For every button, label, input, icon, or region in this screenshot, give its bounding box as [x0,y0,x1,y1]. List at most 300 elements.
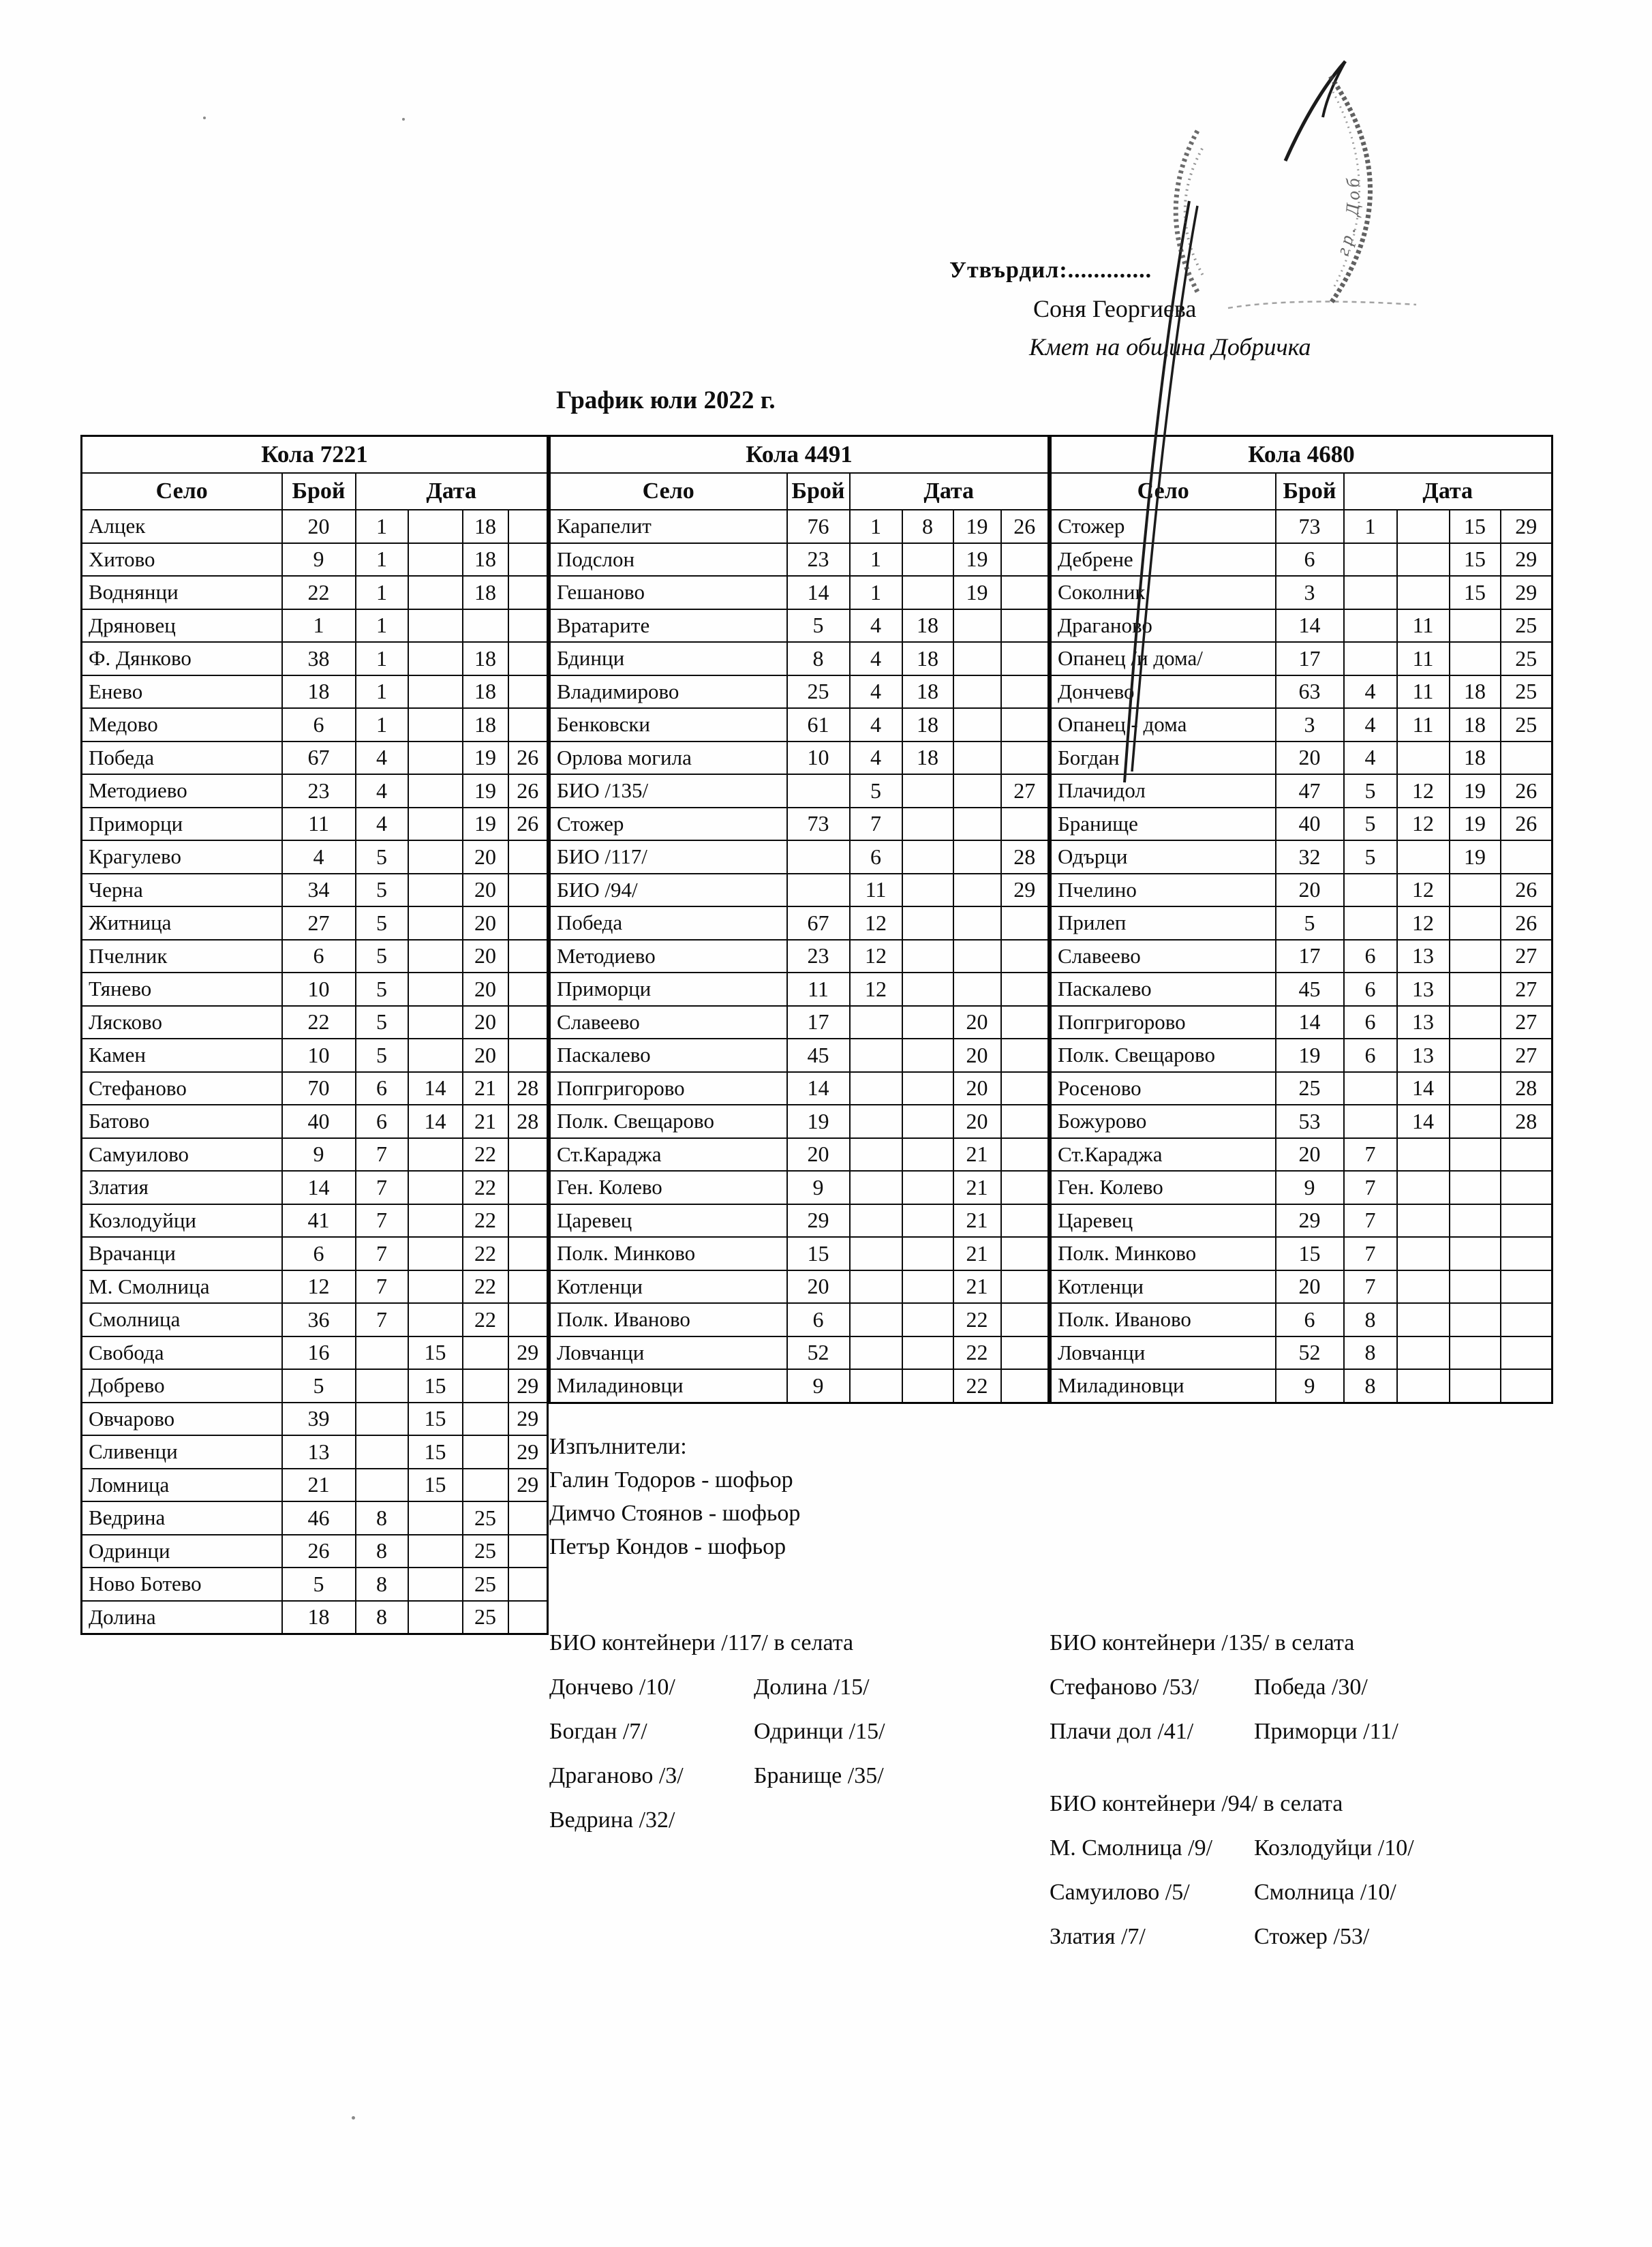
date-cell [408,874,463,907]
date-cell [1450,1039,1501,1072]
date-cell: 1 [850,510,902,543]
date-cell: 19 [463,742,508,775]
village-cell: Победа [82,742,282,775]
bio-item: Златия /7/ [1050,1924,1146,1949]
date-cell: 27 [1501,1039,1552,1072]
date-cell [850,1171,902,1204]
table-row [1051,642,1552,675]
executors-list [549,1463,800,1563]
stamp-arc-right [1330,76,1371,302]
executor-item: Петър Кондов - шофьор [549,1534,786,1559]
date-cell: 7 [356,1237,408,1270]
table-row [82,840,548,874]
count-cell: 52 [787,1336,850,1370]
village-cell: Ст.Караджа [550,1138,787,1172]
date-cell: 19 [463,808,508,841]
date-cell [902,1204,953,1238]
date-cell [1001,1171,1049,1204]
date-cell: 29 [508,1336,548,1370]
table-row [1051,973,1552,1006]
date-cell [408,1501,463,1535]
date-cell: 22 [463,1138,508,1172]
date-cell: 1 [356,609,408,643]
date-cell [508,940,548,973]
date-cell: 25 [463,1568,508,1601]
date-cell: 14 [1397,1105,1450,1138]
date-cell [408,543,463,577]
date-cell: 18 [902,609,953,643]
date-cell: 27 [1001,774,1049,808]
date-cell [902,973,953,1006]
date-cell [463,1369,508,1403]
date-cell [408,708,463,742]
table-row [1051,1270,1552,1304]
date-cell: 5 [1344,808,1397,841]
date-cell [408,576,463,609]
date-cell: 14 [1397,1072,1450,1105]
bio-note-117 [549,1630,1033,1852]
count-cell: 17 [787,1006,850,1039]
date-cell: 11 [1397,642,1450,675]
date-cell: 5 [1344,774,1397,808]
date-cell [1397,576,1450,609]
count-cell: 3 [1276,708,1344,742]
date-cell [1501,840,1552,874]
bio-item: Приморци /11/ [1254,1719,1398,1744]
bio-item: Смолница /10/ [1254,1880,1396,1905]
count-cell: 29 [787,1204,850,1238]
table-row [550,1171,1049,1204]
date-cell: 1 [356,708,408,742]
col-header-count: Брой [282,473,356,510]
table-row [1051,840,1552,874]
date-cell: 7 [356,1270,408,1304]
date-cell [356,1435,408,1469]
date-cell: 7 [1344,1204,1397,1238]
col-header-count: Брой [787,473,850,510]
date-cell [953,940,1001,973]
date-cell: 21 [463,1105,508,1138]
date-cell: 8 [1344,1369,1397,1403]
bio-block-title: БИО контейнери /117/ в селата [549,1630,854,1655]
date-cell: 18 [902,742,953,775]
date-cell [508,609,548,643]
date-cell [1001,1336,1049,1370]
count-cell: 73 [787,808,850,841]
date-cell: 1 [850,543,902,577]
date-cell: 5 [356,973,408,1006]
table-row [82,1039,548,1072]
count-cell: 9 [282,543,356,577]
date-cell [356,1403,408,1436]
date-cell: 12 [1397,906,1450,940]
table-row [1051,675,1552,709]
date-cell [953,609,1001,643]
date-cell [850,1204,902,1238]
schedule-table-1 [80,435,549,1635]
date-cell [850,1138,902,1172]
village-cell: Бдинци [550,642,787,675]
date-cell [902,1039,953,1072]
date-cell: 6 [356,1105,408,1138]
date-cell: 15 [1450,576,1501,609]
date-cell [356,1369,408,1403]
bio-block-list [1050,1835,1547,1968]
count-cell: 34 [282,874,356,907]
bio-item: М. Смолница /9/ [1050,1835,1213,1861]
date-cell: 20 [463,1039,508,1072]
col-header-date: Дата [1344,473,1552,510]
date-cell [1001,1039,1049,1072]
village-cell: Стожер [550,808,787,841]
date-cell [1450,1138,1501,1172]
village-cell: Одринци [82,1535,282,1568]
date-cell [508,543,548,577]
date-cell [408,1171,463,1204]
date-cell [1397,1369,1450,1403]
date-cell [463,1435,508,1469]
count-cell: 15 [787,1237,850,1270]
table-row [82,1403,548,1436]
count-cell: 45 [787,1039,850,1072]
col-header-village: Село [82,473,282,510]
date-cell [408,1601,463,1634]
table-row [82,510,548,543]
count-cell: 17 [1276,940,1344,973]
date-cell [1450,874,1501,907]
date-cell [1450,1006,1501,1039]
count-cell: 20 [1276,874,1344,907]
date-cell [508,1171,548,1204]
date-cell: 1 [356,576,408,609]
count-cell: 15 [1276,1237,1344,1270]
date-cell [408,1006,463,1039]
village-cell: М. Смолница [82,1270,282,1304]
date-cell [1450,940,1501,973]
count-cell: 61 [787,708,850,742]
count-cell: 16 [282,1336,356,1370]
col-header-date: Дата [850,473,1049,510]
date-cell: 22 [463,1171,508,1204]
table-row [550,543,1049,577]
date-cell [902,1270,953,1304]
date-cell: 4 [1344,675,1397,709]
date-cell: 21 [953,1171,1001,1204]
count-cell: 20 [282,510,356,543]
date-cell [1450,1303,1501,1336]
date-cell: 22 [463,1237,508,1270]
table-row [82,1303,548,1336]
date-cell: 13 [1397,1039,1450,1072]
signature-tail [1228,302,1416,308]
date-cell [1501,1270,1552,1304]
table-row [550,1270,1049,1304]
count-cell: 26 [282,1535,356,1568]
date-cell [1450,1237,1501,1270]
count-cell: 9 [787,1171,850,1204]
date-cell [953,874,1001,907]
date-cell [1344,543,1397,577]
count-cell: 39 [282,1403,356,1436]
date-cell: 28 [508,1105,548,1138]
date-cell [508,1138,548,1172]
date-cell [408,1204,463,1238]
date-cell [1450,1270,1501,1304]
table-row [1051,874,1552,907]
village-cell: Орлова могила [550,742,787,775]
count-cell: 21 [282,1469,356,1502]
table-row [550,940,1049,973]
village-cell: БИО /117/ [550,840,787,874]
col-header-count: Брой [1276,473,1344,510]
table-row [550,642,1049,675]
table-row [82,1171,548,1204]
date-cell: 19 [1450,840,1501,874]
village-cell: Алцек [82,510,282,543]
village-cell: Славеево [1051,940,1276,973]
bio-item: Ведрина /32/ [549,1807,675,1833]
date-cell [1344,874,1397,907]
village-cell: Полк. Минково [1051,1237,1276,1270]
table-row [550,906,1049,940]
date-cell: 14 [408,1105,463,1138]
date-cell [408,510,463,543]
date-cell: 20 [463,973,508,1006]
date-cell [953,675,1001,709]
date-cell [1344,576,1397,609]
date-cell [408,1138,463,1172]
date-cell [1450,1204,1501,1238]
date-cell: 22 [463,1204,508,1238]
date-cell: 5 [356,1006,408,1039]
village-cell: Славеево [550,1006,787,1039]
date-cell: 7 [356,1138,408,1172]
count-cell: 10 [282,1039,356,1072]
date-cell: 28 [1501,1072,1552,1105]
date-cell: 22 [953,1303,1001,1336]
table-row [1051,1171,1552,1204]
date-cell [408,906,463,940]
date-cell: 18 [463,576,508,609]
date-cell: 15 [408,1369,463,1403]
date-cell [508,1535,548,1568]
table-row [1051,1237,1552,1270]
date-cell [1501,742,1552,775]
date-cell [850,1336,902,1370]
count-cell: 20 [787,1138,850,1172]
date-cell [902,1336,953,1370]
date-cell: 11 [1397,675,1450,709]
date-cell: 4 [850,742,902,775]
table-row [1051,1006,1552,1039]
date-cell: 4 [850,675,902,709]
bio-block-title: БИО контейнери /94/ в селата [1050,1791,1343,1816]
date-cell [1501,1204,1552,1238]
date-cell: 27 [1501,973,1552,1006]
date-cell [1450,1171,1501,1204]
village-cell: Свобода [82,1336,282,1370]
date-cell [408,774,463,808]
village-cell: Паскалево [550,1039,787,1072]
table-row [82,642,548,675]
date-cell [463,1469,508,1502]
village-cell: Врачанци [82,1237,282,1270]
date-cell: 1 [1344,510,1397,543]
village-cell: Ведрина [82,1501,282,1535]
date-cell [902,1006,953,1039]
date-cell [1344,906,1397,940]
village-cell: Опанец - дома [1051,708,1276,742]
date-cell: 25 [463,1535,508,1568]
date-cell: 19 [953,510,1001,543]
village-cell: Драганово [1051,609,1276,643]
date-cell: 1 [356,642,408,675]
scan-speck [352,2116,355,2120]
table-row [550,1204,1049,1238]
date-cell: 22 [463,1303,508,1336]
count-cell: 40 [1276,808,1344,841]
count-cell: 13 [282,1435,356,1469]
count-cell: 23 [282,774,356,808]
table-row [82,1568,548,1601]
bio-item: Плачи дол /41/ [1050,1719,1194,1744]
count-cell: 46 [282,1501,356,1535]
date-cell: 4 [1344,742,1397,775]
count-cell: 67 [282,742,356,775]
date-cell: 15 [408,1435,463,1469]
date-cell: 20 [463,840,508,874]
table-row [1051,1336,1552,1370]
date-cell: 26 [508,742,548,775]
date-cell [850,1006,902,1039]
date-cell: 18 [902,642,953,675]
date-cell: 28 [508,1072,548,1105]
table-row [82,1535,548,1568]
date-cell [508,1601,548,1634]
bio-note-94 [1050,1791,1547,1968]
date-cell: 25 [1501,675,1552,709]
date-cell [1397,1237,1450,1270]
date-cell: 4 [1344,708,1397,742]
date-cell [902,874,953,907]
date-cell [408,742,463,775]
date-cell: 25 [1501,642,1552,675]
table-row [82,543,548,577]
table-row [550,609,1049,643]
date-cell [1397,1171,1450,1204]
date-cell: 14 [408,1072,463,1105]
date-cell [1450,1105,1501,1138]
signature-check-stroke [1285,61,1345,161]
count-cell: 45 [1276,973,1344,1006]
date-cell [408,973,463,1006]
village-cell: Соколник [1051,576,1276,609]
village-cell: Методиево [550,940,787,973]
table-row [82,1237,548,1270]
date-cell: 7 [1344,1171,1397,1204]
table-row [82,609,548,643]
table-row [82,973,548,1006]
date-cell [850,1072,902,1105]
date-cell [408,1039,463,1072]
date-cell: 13 [1397,1006,1450,1039]
col-header-village: Село [550,473,787,510]
date-cell: 13 [1397,940,1450,973]
schedule-table-3 [1050,435,1553,1404]
date-cell [850,1105,902,1138]
approver-name: Соня Георгиева [1033,295,1197,322]
village-cell: Миладиновци [1051,1369,1276,1403]
count-cell: 63 [1276,675,1344,709]
date-cell [1501,1303,1552,1336]
count-cell: 1 [282,609,356,643]
count-cell: 76 [787,510,850,543]
table-row [1051,543,1552,577]
date-cell: 4 [850,708,902,742]
date-cell [1450,973,1501,1006]
date-cell: 12 [850,906,902,940]
village-cell: Гешаново [550,576,787,609]
date-cell: 1 [356,543,408,577]
date-cell: 18 [463,510,508,543]
executors-block [549,1430,800,1563]
village-cell: Овчарово [82,1403,282,1436]
date-cell: 12 [850,940,902,973]
count-cell: 5 [1276,906,1344,940]
village-cell: Росеново [1051,1072,1276,1105]
table-row [550,1303,1049,1336]
date-cell: 7 [1344,1138,1397,1172]
page-title: График юли 2022 г. [556,386,776,414]
date-cell: 22 [463,1270,508,1304]
date-cell: 18 [463,642,508,675]
count-cell: 9 [787,1369,850,1403]
village-cell: Черна [82,874,282,907]
date-cell [1450,1336,1501,1370]
date-cell [1001,708,1049,742]
count-cell: 18 [282,675,356,709]
stamp-text: гр. Доб [1332,173,1364,258]
count-cell: 20 [1276,1270,1344,1304]
village-cell: Медово [82,708,282,742]
date-cell [463,1403,508,1436]
date-cell [408,1270,463,1304]
date-cell [1001,1204,1049,1238]
count-cell: 52 [1276,1336,1344,1370]
date-cell [408,675,463,709]
table-row [82,1006,548,1039]
table-row [550,1369,1049,1403]
date-cell [508,1501,548,1535]
village-cell: Владимирово [550,675,787,709]
village-cell: Котленци [1051,1270,1276,1304]
date-cell: 4 [356,774,408,808]
date-cell: 25 [1501,708,1552,742]
count-cell: 40 [282,1105,356,1138]
table-row [82,808,548,841]
table-row [82,742,548,775]
table-row [82,1204,548,1238]
count-cell: 14 [787,576,850,609]
table-row [82,1435,548,1469]
date-cell: 8 [1344,1336,1397,1370]
count-cell: 11 [787,973,850,1006]
date-cell [1001,642,1049,675]
date-cell: 20 [463,1006,508,1039]
date-cell [1450,642,1501,675]
date-cell [902,1171,953,1204]
date-cell: 21 [953,1204,1001,1238]
